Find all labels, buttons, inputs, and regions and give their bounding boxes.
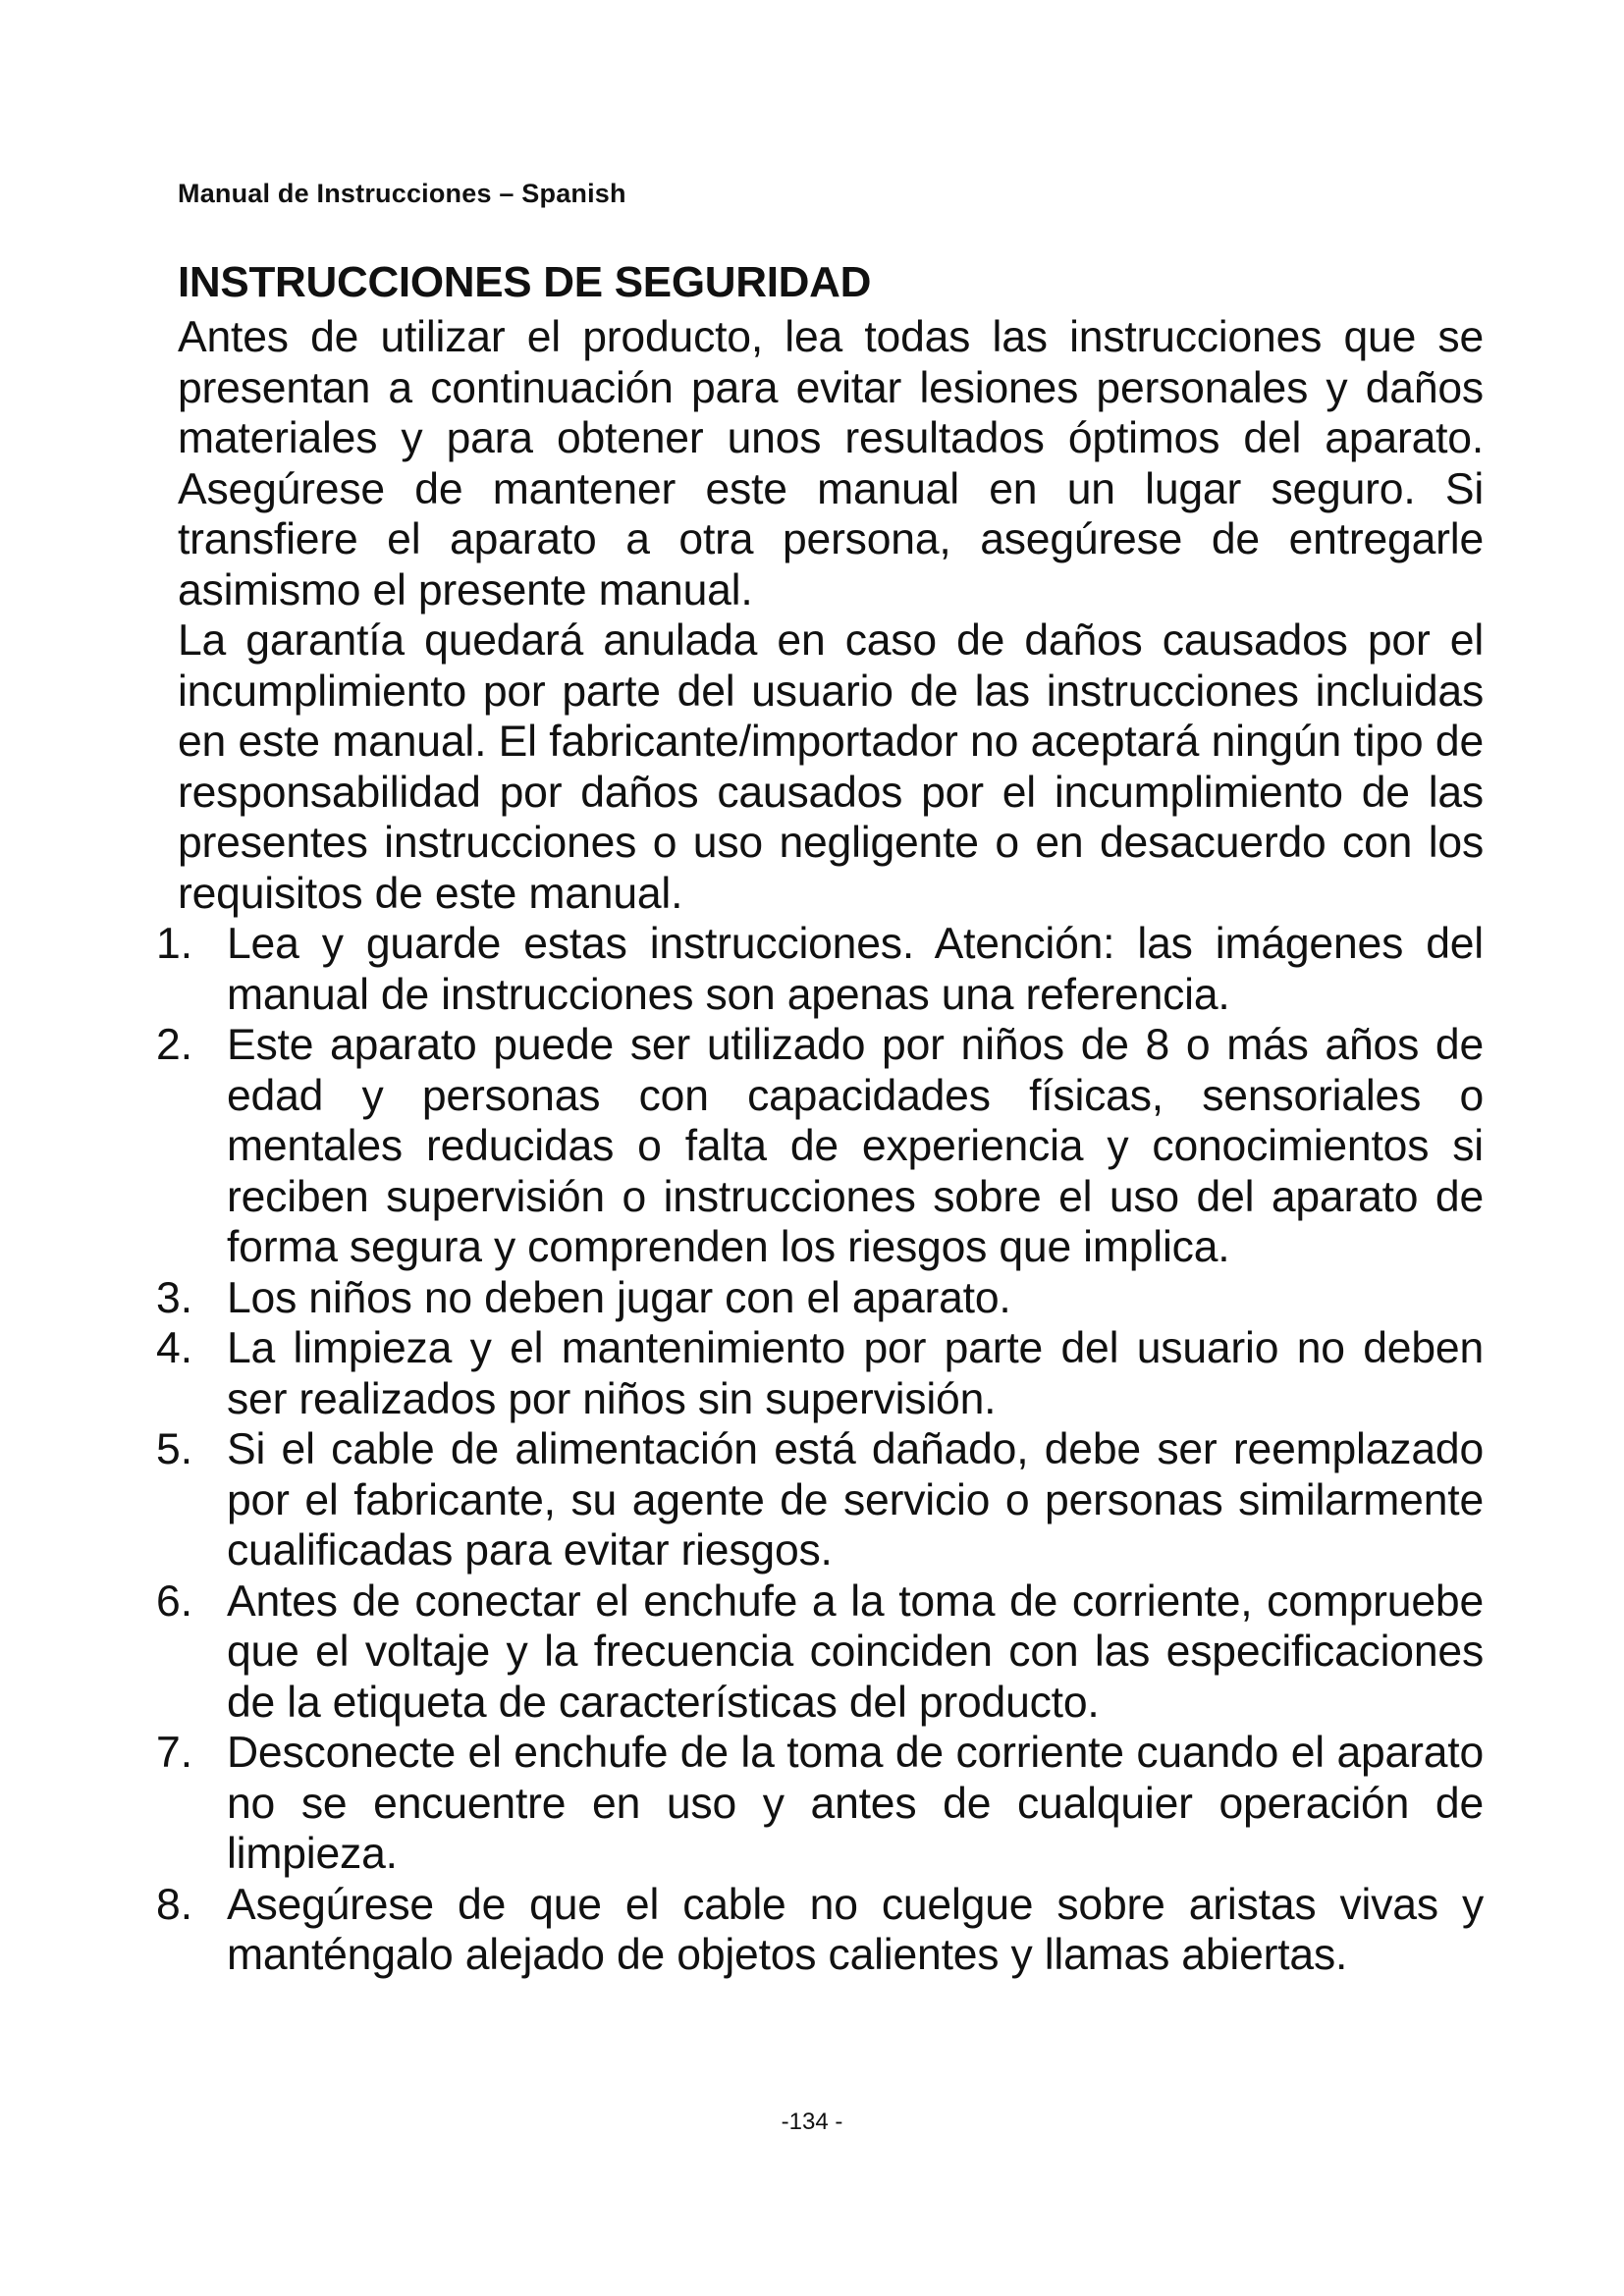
item-number: 2. xyxy=(156,1021,193,1069)
item-text: Asegúrese de que el cable no cuelgue sobre aristas vivas y manténgalo alejado de objetos calientes y llamas abiertas. xyxy=(227,1880,1484,1979)
list-item xyxy=(156,1424,1484,1576)
item-number: 3. xyxy=(156,1273,193,1322)
item-text: Este aparato puede ser utilizado por niños de 8 o más años de edad y personas con capacidades físicas, sensoriales o mentales reducidas o falta de experiencia y conocimientos si reciben supervisión o instrucciones sobre el uso del aparato de forma segura y comprenden los riesgos que implica. xyxy=(227,1021,1484,1271)
item-text: Los niños no deben jugar con el aparato. xyxy=(227,1273,1011,1322)
list-item xyxy=(156,1880,1484,1981)
page-number: -134 - xyxy=(781,2109,843,2135)
item-text: Si el cable de alimentación está dañado, debe ser reemplazado por el fabricante, su agente de servicio o personas similarmente cualificadas para evitar riesgos. xyxy=(227,1425,1484,1575)
section-title: INSTRUCCIONES DE SEGURIDAD xyxy=(178,258,872,306)
item-number: 1. xyxy=(156,920,193,968)
list-item xyxy=(156,1728,1484,1880)
item-number: 7. xyxy=(156,1729,193,1777)
list-item xyxy=(156,1020,1484,1273)
item-number: 4. xyxy=(156,1324,193,1372)
item-text: Lea y guarde estas instrucciones. Atención: las imágenes del manual de instrucciones son apenas una referencia. xyxy=(227,920,1484,1019)
list-item xyxy=(156,1576,1484,1729)
warranty-paragraph: La garantía quedará anulada en caso de daños causados por el incumplimiento por parte del usuario de las instrucciones incluidas en este manual. El fabricante/importador no aceptará ningún tipo de responsabilidad por daños causados por el incumplimiento de las presentes instrucciones o uso negligente o en desacuerdo con los requisitos de este manual. xyxy=(178,616,1484,918)
item-text: Desconecte el enchufe de la toma de corriente cuando el aparato no se encuentre en uso y antes de cualquier operación de limpieza. xyxy=(227,1729,1484,1878)
item-text: La limpieza y el mantenimiento por parte del usuario no deben ser realizados por niños sin supervisión. xyxy=(227,1324,1484,1423)
list-item xyxy=(156,919,1484,1020)
safety-list xyxy=(156,919,1484,1981)
list-item xyxy=(156,1323,1484,1424)
safety-section xyxy=(156,253,1484,1981)
item-number: 5. xyxy=(156,1425,193,1473)
list-item xyxy=(156,1273,1484,1324)
item-number: 8. xyxy=(156,1880,193,1929)
running-header: Manual de Instrucciones – Spanish xyxy=(178,179,626,208)
item-text: Antes de conectar el enchufe a la toma de corriente, compruebe que el voltaje y la frecuencia coinciden con las especificaciones de la etiqueta de características del producto. xyxy=(227,1576,1484,1727)
intro-paragraph: Antes de utilizar el producto, lea todas las instrucciones que se presentan a continuación para evitar lesiones personales y daños materiales y para obtener unos resultados óptimos del aparato. Asegúrese de mantener este manual en un lugar seguro. Si transfiere el aparato a otra persona, asegúrese de entregarle asimismo el presente manual. xyxy=(178,313,1484,614)
item-number: 6. xyxy=(156,1576,193,1626)
